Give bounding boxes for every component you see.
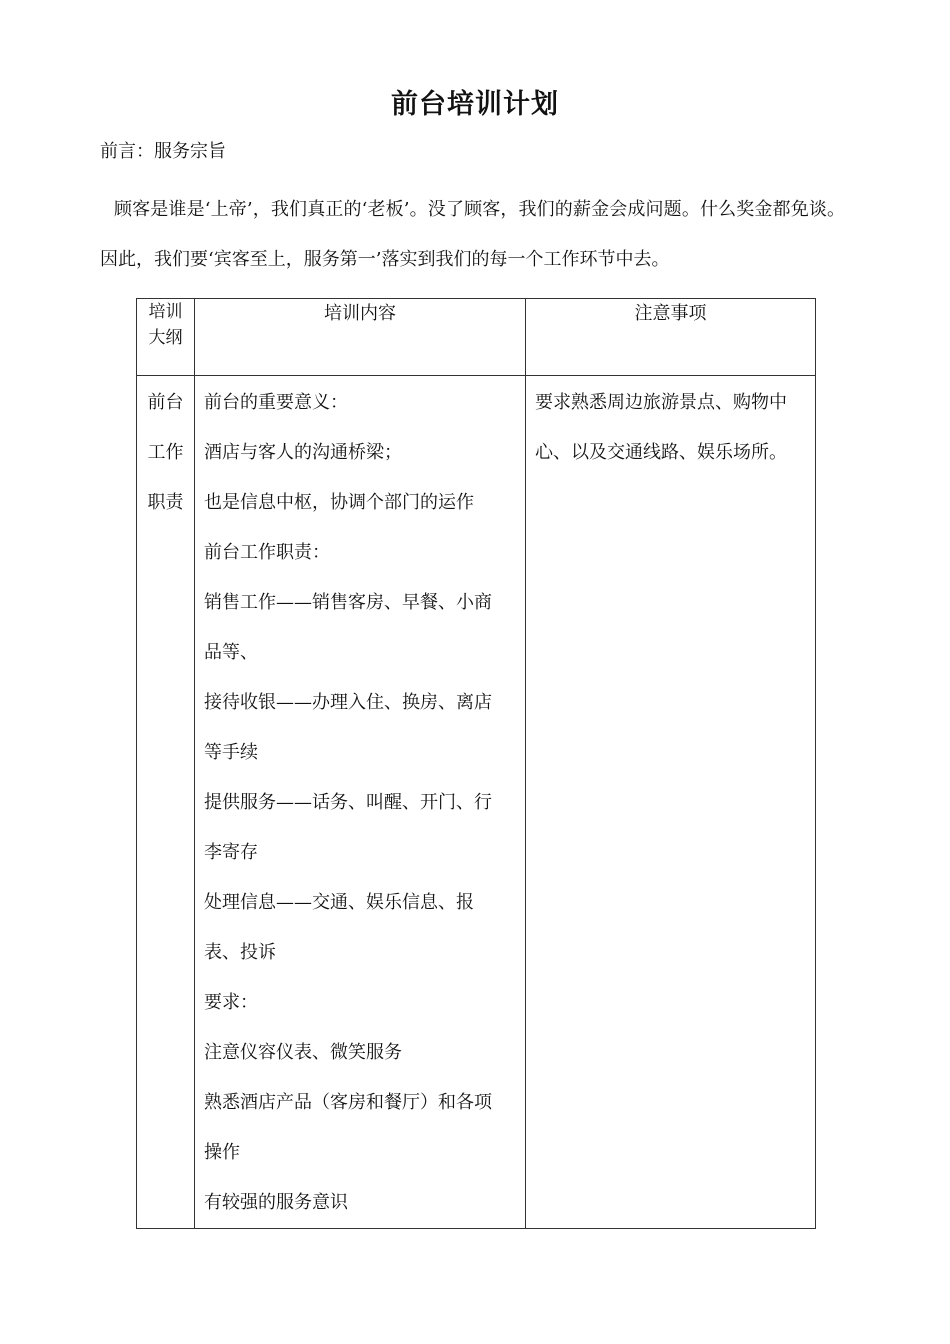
content-cell	[195, 376, 526, 1229]
header-outline	[137, 299, 195, 376]
notes-line: 要求熟悉周边旅游景点、购物中	[535, 392, 787, 413]
content-line: 操作	[204, 1142, 240, 1163]
table-row	[137, 376, 816, 1229]
notes-line: 心、以及交通线路、娱乐场所。	[535, 442, 787, 463]
table-header-row	[137, 299, 816, 376]
header-content: 培训内容	[195, 299, 526, 376]
content-line: 酒店与客人的沟通桥梁；	[204, 442, 402, 463]
outline-line: 工作	[147, 442, 184, 463]
outline-line: 职责	[147, 492, 184, 513]
content-line: 李寄存	[204, 842, 258, 863]
content-line: 等手续	[204, 742, 258, 763]
content-line: 接待收银——办理入住、换房、离店	[204, 692, 492, 713]
outline-line: 前台	[147, 392, 184, 413]
content-line: 处理信息——交通、娱乐信息、报	[204, 892, 474, 913]
header-outline-line: 大纲	[148, 328, 183, 348]
preface-heading: 前言：服务宗旨	[100, 141, 226, 162]
content-line: 前台工作职责：	[204, 542, 330, 563]
content-line: 前台的重要意义：	[204, 392, 348, 413]
content-line: 有较强的服务意识	[204, 1192, 348, 1213]
content-line: 销售工作——销售客房、早餐、小商	[204, 592, 492, 613]
training-plan-table	[136, 298, 816, 1229]
header-outline-line: 培训	[148, 302, 183, 322]
content-line: 要求：	[204, 992, 258, 1013]
intro-paragraph: 顾客是谁是‘上帝’，我们真正的‘老板’。没了顾客，我们的薪金会成问题。什么奖金都免谈。因此，我们要‘宾客至上，服务第一’落实到我们的每一个工作环节中去。	[100, 199, 845, 270]
content-line: 品等、	[204, 642, 258, 663]
content-line: 熟悉酒店产品（客房和餐厅）和各项	[204, 1092, 492, 1113]
header-notes: 注意事项	[526, 299, 816, 376]
content-line: 注意仪容仪表、微笑服务	[204, 1042, 402, 1063]
content-line: 表、投诉	[204, 942, 276, 963]
outline-cell	[137, 376, 195, 1229]
notes-cell	[526, 376, 816, 1229]
content-line: 也是信息中枢，协调个部门的运作	[204, 492, 474, 513]
content-line: 提供服务——话务、叫醒、开门、行	[204, 792, 492, 813]
page-title: 前台培训计划	[391, 89, 559, 120]
